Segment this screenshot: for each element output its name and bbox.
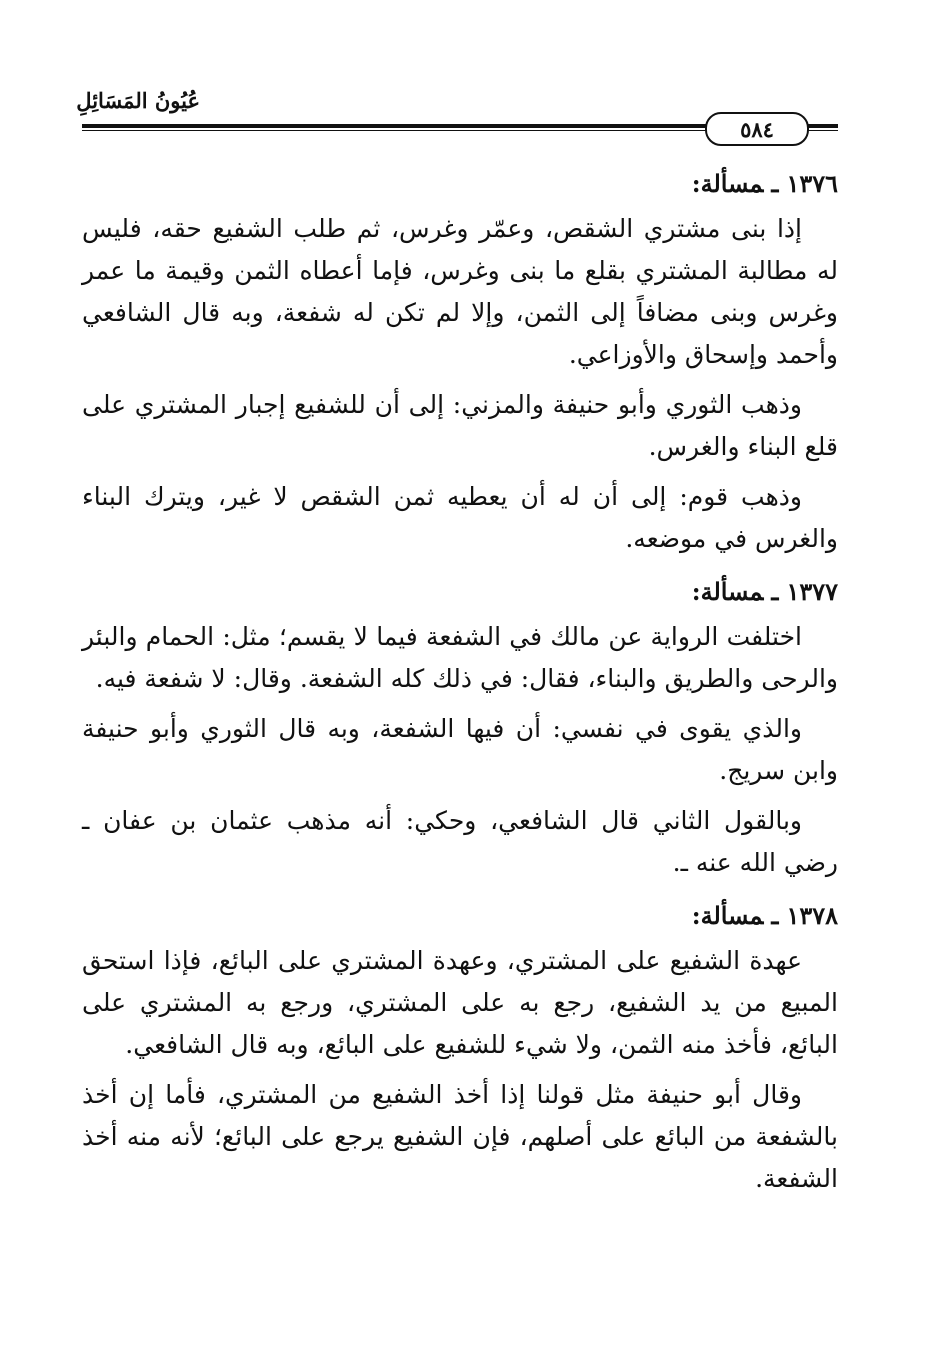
section-heading xyxy=(82,568,838,616)
section-1377 xyxy=(82,568,838,884)
section-label: مسألة: xyxy=(691,901,764,930)
paragraph: وذهب قوم: إلى أن له أن يعطيه ثمن الشقص لا غير، ويترك البناء والغرس في موضعه. xyxy=(82,482,838,553)
section-number: ١٣٧٧ xyxy=(786,577,838,606)
section-heading xyxy=(82,892,838,940)
paragraph: وبالقول الثاني قال الشافعي، وحكي: أنه مذهب عثمان بن عفان ـ رضي الله عنه ـ. xyxy=(82,806,838,877)
heading-dash: ـ xyxy=(771,577,779,606)
page-number: ٥٨٤ xyxy=(705,112,809,146)
section-1378 xyxy=(82,892,838,1200)
section-label: مسألة: xyxy=(691,169,764,198)
section-label: مسألة: xyxy=(691,577,764,606)
page-body xyxy=(82,160,838,1208)
paragraph: والذي يقوى في نفسي: أن فيها الشفعة، وبه قال الثوري وأبو حنيفة وابن سريج. xyxy=(82,714,838,785)
paragraph: عهدة الشفيع على المشتري، وعهدة المشتري على البائع، فإذا استحق المبيع من يد الشفيع، رجع به على المشتري، ورجع به المشتري على البائع، فأخذ منه الثمن، ولا شيء للشفيع على البائع، وبه قال الشافعي. xyxy=(82,946,838,1059)
section-number: ١٣٧٨ xyxy=(786,901,838,930)
paragraph: وذهب الثوري وأبو حنيفة والمزني: إلى أن للشفيع إجبار المشتري على قلع البناء والغرس. xyxy=(82,390,838,461)
heading-dash: ـ xyxy=(771,169,779,198)
paragraph: اختلفت الرواية عن مالك في الشفعة فيما لا يقسم؛ مثل: الحمام والبئر والرحى والطريق والبناء، فقال: في ذلك كله الشفعة. وقال: لا شفعة فيه. xyxy=(82,622,838,693)
section-heading xyxy=(82,160,838,208)
heading-dash: ـ xyxy=(771,901,779,930)
section-number: ١٣٧٦ xyxy=(786,169,838,198)
running-title: عُيُونُ المَسَائِلِ xyxy=(76,88,200,113)
paragraph: وقال أبو حنيفة مثل قولنا إذا أخذ الشفيع من المشتري، فأما إن أخذ بالشفعة من البائع على أصلهم، فإن الشفيع يرجع على البائع؛ لأنه منه أخذ الشفعة. xyxy=(82,1080,838,1193)
paragraph: إذا بنى مشتري الشقص، وعمّر وغرس، ثم طلب الشفيع حقه، فليس له مطالبة المشتري بقلع ما بنى وغرس، فإما أعطاه الثمن وقيمة ما عمر وغرس وبنى مضافاً إلى الثمن، وإلا لم تكن له شفعة، وبه قال الشافعي وأحمد وإسحاق والأوزاعي. xyxy=(82,214,838,369)
section-1376 xyxy=(82,160,838,560)
